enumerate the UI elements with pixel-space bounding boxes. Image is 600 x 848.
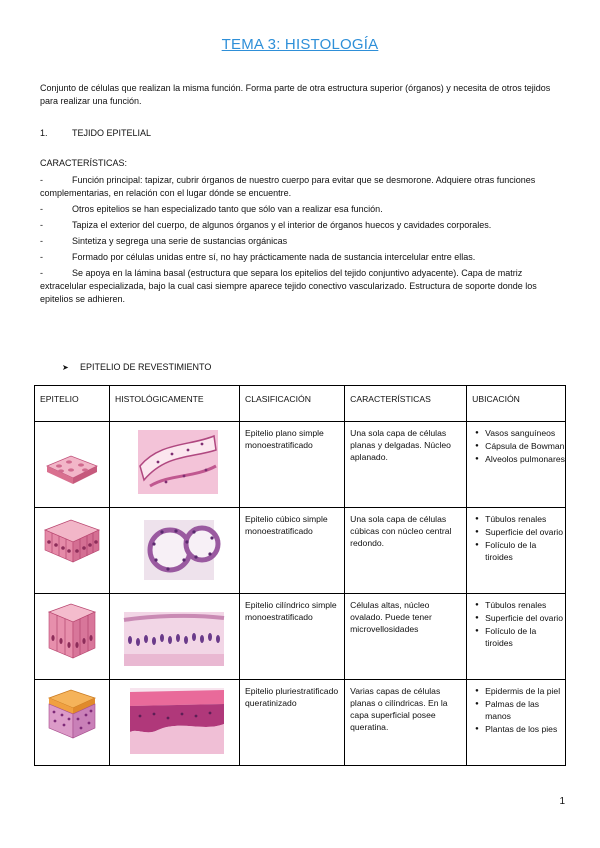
- histology-image-cell: [110, 680, 240, 766]
- classification-cell: Epitelio cilíndrico simple monoestratificado: [240, 594, 345, 680]
- section-number: 1.: [40, 128, 48, 138]
- list-item: [40, 235, 565, 248]
- page-number: 1: [559, 796, 565, 807]
- location-item: ● Plantas de los pies: [475, 723, 565, 735]
- subsection-label: EPITELIO DE REVESTIMIENTO: [80, 362, 212, 372]
- header-epitelio: EPITELIO: [35, 386, 110, 422]
- location-item: ● Superficie del ovario: [475, 612, 565, 624]
- page-title: TEMA 3: HISTOLOGÍA: [221, 36, 379, 53]
- characteristics-cell: Una sola capa de células planas y delgadas. Núcleo aplanado.: [345, 422, 467, 508]
- location-item: ● Epidermis de la piel: [475, 685, 565, 697]
- table-row: [35, 680, 566, 766]
- location-cell: [467, 422, 566, 508]
- location-item: ● Superficie del ovario: [475, 526, 565, 538]
- list-item: [40, 174, 565, 200]
- location-item: ● Folículo de la tiroides: [475, 539, 565, 563]
- characteristics-cell: Varias capas de células planas o cilíndricas. En la capa superficial posee queratina.: [345, 680, 467, 766]
- squamous-histology-image: [110, 422, 239, 502]
- location-cell: [467, 680, 566, 766]
- bullet-dash: -: [40, 236, 43, 246]
- epithelium-diagram-cell: [35, 594, 110, 680]
- table-row: [35, 422, 566, 508]
- list-item: [40, 251, 565, 264]
- epithelium-diagram-cell: [35, 508, 110, 594]
- header-histologicamente: HISTOLÓGICAMENTE: [110, 386, 240, 422]
- section-heading: [40, 128, 151, 138]
- subsection-heading: [62, 362, 211, 372]
- characteristics-list: [40, 174, 565, 309]
- bullet-dash: -: [40, 220, 43, 230]
- location-cell: [467, 508, 566, 594]
- epithelium-diagram-cell: [35, 680, 110, 766]
- location-item: ● Folículo de la tiroides: [475, 625, 565, 649]
- list-item-text: Sintetiza y segrega una serie de sustancias orgánicas: [72, 236, 288, 246]
- keratinized-histology-image: [110, 680, 239, 760]
- table-header-row: [35, 386, 566, 422]
- table-row: [35, 508, 566, 594]
- columnar-epithelium-illustration: [35, 594, 109, 674]
- bullet-dash: -: [40, 252, 43, 262]
- list-item-text: Función principal: tapizar, cubrir órganos de nuestro cuerpo para evitar que se desmorone. Adquiere otras funciones complementarias, en relación con el lugar dónde se encuentre.: [40, 175, 536, 198]
- cuboidal-histology-image: [110, 508, 239, 588]
- location-item: ● Túbulos renales: [475, 513, 565, 525]
- arrow-icon: ➤: [62, 363, 69, 372]
- bullet-dash: -: [40, 204, 43, 214]
- header-clasificacion: CLASIFICACIÓN: [240, 386, 345, 422]
- bullet-dash: -: [40, 268, 43, 278]
- location-cell: [467, 594, 566, 680]
- header-caracteristicas: CARACTERÍSTICAS: [345, 386, 467, 422]
- list-item: [40, 267, 565, 306]
- bullet-dash: -: [40, 175, 43, 185]
- list-item: [40, 219, 565, 232]
- list-item-text: Se apoya en la lámina basal (estructura que separa los epitelios del tejido conjuntivo adyacente). Capa de matriz extracelular especializada, bajo la cual casi siempre aparece tejido conectivo vascularizado. Estructura de soporte donde los epitelios se adhieren.: [40, 268, 537, 304]
- characteristics-title: CARACTERÍSTICAS:: [40, 158, 128, 168]
- list-item-text: Formado por células unidas entre sí, no hay prácticamente nada de sustancia intercelular entre ellas.: [72, 252, 476, 262]
- location-item: ● Cápsula de Bowman: [475, 440, 565, 452]
- intro-paragraph: Conjunto de células que realizan la misma función. Forma parte de otra estructura superior (órganos) y necesita de otros tejidos para realizar una función.: [40, 83, 551, 106]
- location-item: ● Túbulos renales: [475, 599, 565, 611]
- list-item: [40, 203, 565, 216]
- histology-image-cell: [110, 422, 240, 508]
- keratinized-epithelium-illustration: [35, 680, 109, 760]
- section-label: TEJIDO EPITELIAL: [72, 128, 152, 138]
- list-item-text: Otros epitelios se han especializado tanto que sólo van a realizar esa función.: [72, 204, 383, 214]
- header-ubicacion: UBICACIÓN: [467, 386, 566, 422]
- histology-image-cell: [110, 508, 240, 594]
- location-item: ● Vasos sanguíneos: [475, 427, 565, 439]
- classification-cell: Epitelio plano simple monoestratificado: [240, 422, 345, 508]
- histology-image-cell: [110, 594, 240, 680]
- location-item: ● Alveolos pulmonares: [475, 453, 565, 465]
- characteristics-cell: Una sola capa de células cúbicas con núcleo central redondo.: [345, 508, 467, 594]
- columnar-histology-image: [110, 594, 239, 674]
- squamous-epithelium-illustration: [35, 422, 109, 502]
- cuboidal-epithelium-illustration: [35, 508, 109, 588]
- characteristics-cell: Células altas, núcleo ovalado. Puede tener microvellosidades: [345, 594, 467, 680]
- location-item: ● Palmas de las manos: [475, 698, 565, 722]
- list-item-text: Tapiza el exterior del cuerpo, de algunos órganos y el interior de órganos huecos y cavidades corporales.: [72, 220, 492, 230]
- classification-cell: Epitelio cúbico simple monoestratificado: [240, 508, 345, 594]
- epithelium-table: [34, 385, 566, 766]
- epithelium-diagram-cell: [35, 422, 110, 508]
- classification-cell: Epitelio pluriestratificado queratinizado: [240, 680, 345, 766]
- table-row: [35, 594, 566, 680]
